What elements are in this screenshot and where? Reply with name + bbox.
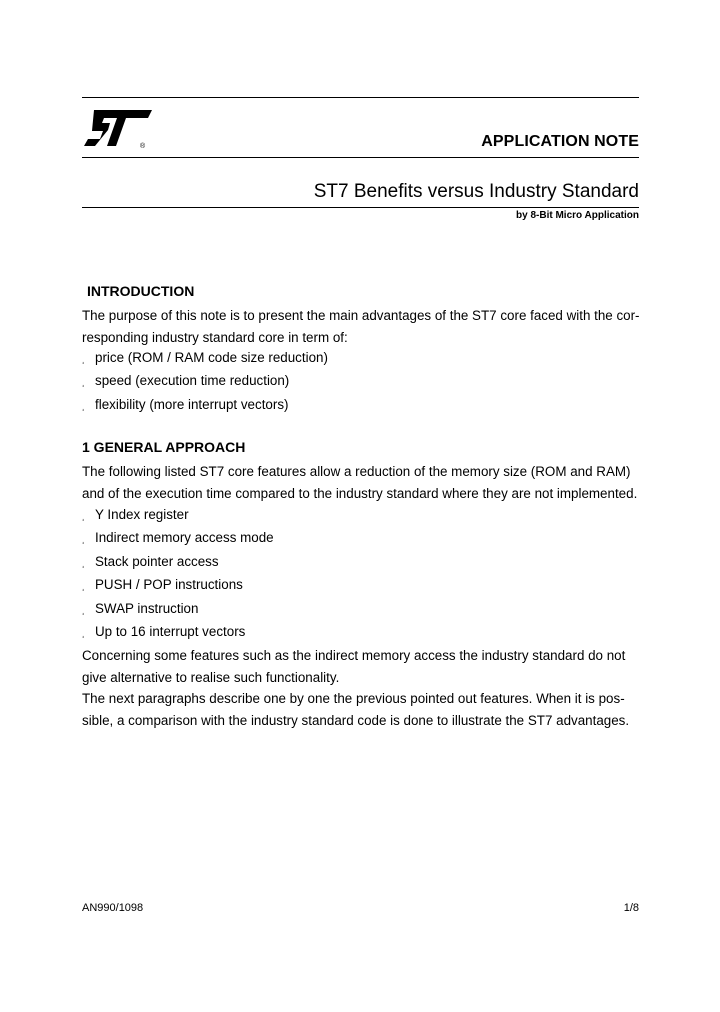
bullet-icon: ¸ (82, 535, 85, 545)
feature-bullet-list (82, 503, 274, 643)
list-item-text: speed (execution time reduction) (95, 373, 290, 389)
bullet-icon: ¸ (82, 558, 85, 568)
st-logo (82, 104, 154, 154)
introduction-paragraph (82, 305, 642, 348)
list-item (82, 346, 328, 369)
bullet-icon: ¸ (82, 605, 85, 615)
list-item (82, 573, 274, 596)
bullet-icon: ¸ (82, 378, 85, 388)
registered-icon: ® (140, 143, 146, 150)
paragraph-line: responding industry standard core in term of: (82, 329, 348, 345)
page-number: 1/8 (623, 902, 639, 914)
list-item (82, 550, 274, 573)
introduction-bullet-list (82, 346, 328, 416)
list-item-text: price (ROM / RAM code size reduction) (95, 350, 328, 365)
bullet-icon: ¸ (82, 628, 85, 638)
paragraph-line: and of the execution time compared to the industry standard where they are not implemented. (82, 485, 638, 501)
paragraph-line: give alternative to realise such functionality. (82, 669, 340, 685)
author-line: by 8-Bit Micro Application (516, 210, 639, 221)
list-item-text: Indirect memory access mode (95, 530, 274, 546)
bullet-icon: ¸ (82, 355, 85, 364)
document-type: APPLICATION NOTE (481, 133, 639, 150)
bullet-icon: ¸ (82, 512, 85, 521)
list-item (82, 393, 328, 416)
title-rule-upper (82, 157, 639, 158)
paragraph-line: Concerning some features such as the indirect memory access the industry standard do not (82, 648, 626, 663)
document-title: ST7 Benefits versus Industry Standard (313, 181, 639, 202)
paragraph-line: sible, a comparison with the industry standard code is done to illustrate the ST7 advantages. (82, 712, 630, 728)
general-approach-paragraph-3 (82, 688, 642, 731)
list-item (82, 369, 328, 392)
paragraph-line: The following listed ST7 core features allow a reduction of the memory size (ROM and RAM) (82, 464, 631, 479)
general-approach-paragraph-1 (82, 461, 642, 504)
list-item (82, 597, 274, 620)
title-rule-lower (82, 207, 639, 208)
list-item-text: flexibility (more interrupt vectors) (95, 396, 289, 412)
bullet-icon: ¸ (82, 582, 85, 592)
list-item (82, 503, 274, 526)
paragraph-line: The purpose of this note is to present the main advantages of the ST7 core faced with the cor- (82, 308, 640, 323)
general-approach-paragraph-2 (82, 645, 642, 688)
introduction-heading: INTRODUCTION (87, 283, 195, 299)
list-item-text: Stack pointer access (95, 553, 219, 569)
paragraph-line: The next paragraphs describe one by one the previous pointed out features. When it is pos- (82, 691, 625, 706)
top-rule (82, 97, 639, 98)
list-item-text: Up to 16 interrupt vectors (95, 623, 246, 639)
list-item (82, 620, 274, 643)
list-item-text: SWAP instruction (95, 600, 199, 616)
bullet-icon: ¸ (82, 401, 85, 411)
general-approach-heading: 1 GENERAL APPROACH (82, 439, 246, 455)
document-code: AN990/1098 (82, 902, 144, 914)
list-item-text: PUSH / POP instructions (95, 577, 243, 593)
list-item (82, 526, 274, 549)
list-item-text: Y Index register (95, 507, 189, 522)
